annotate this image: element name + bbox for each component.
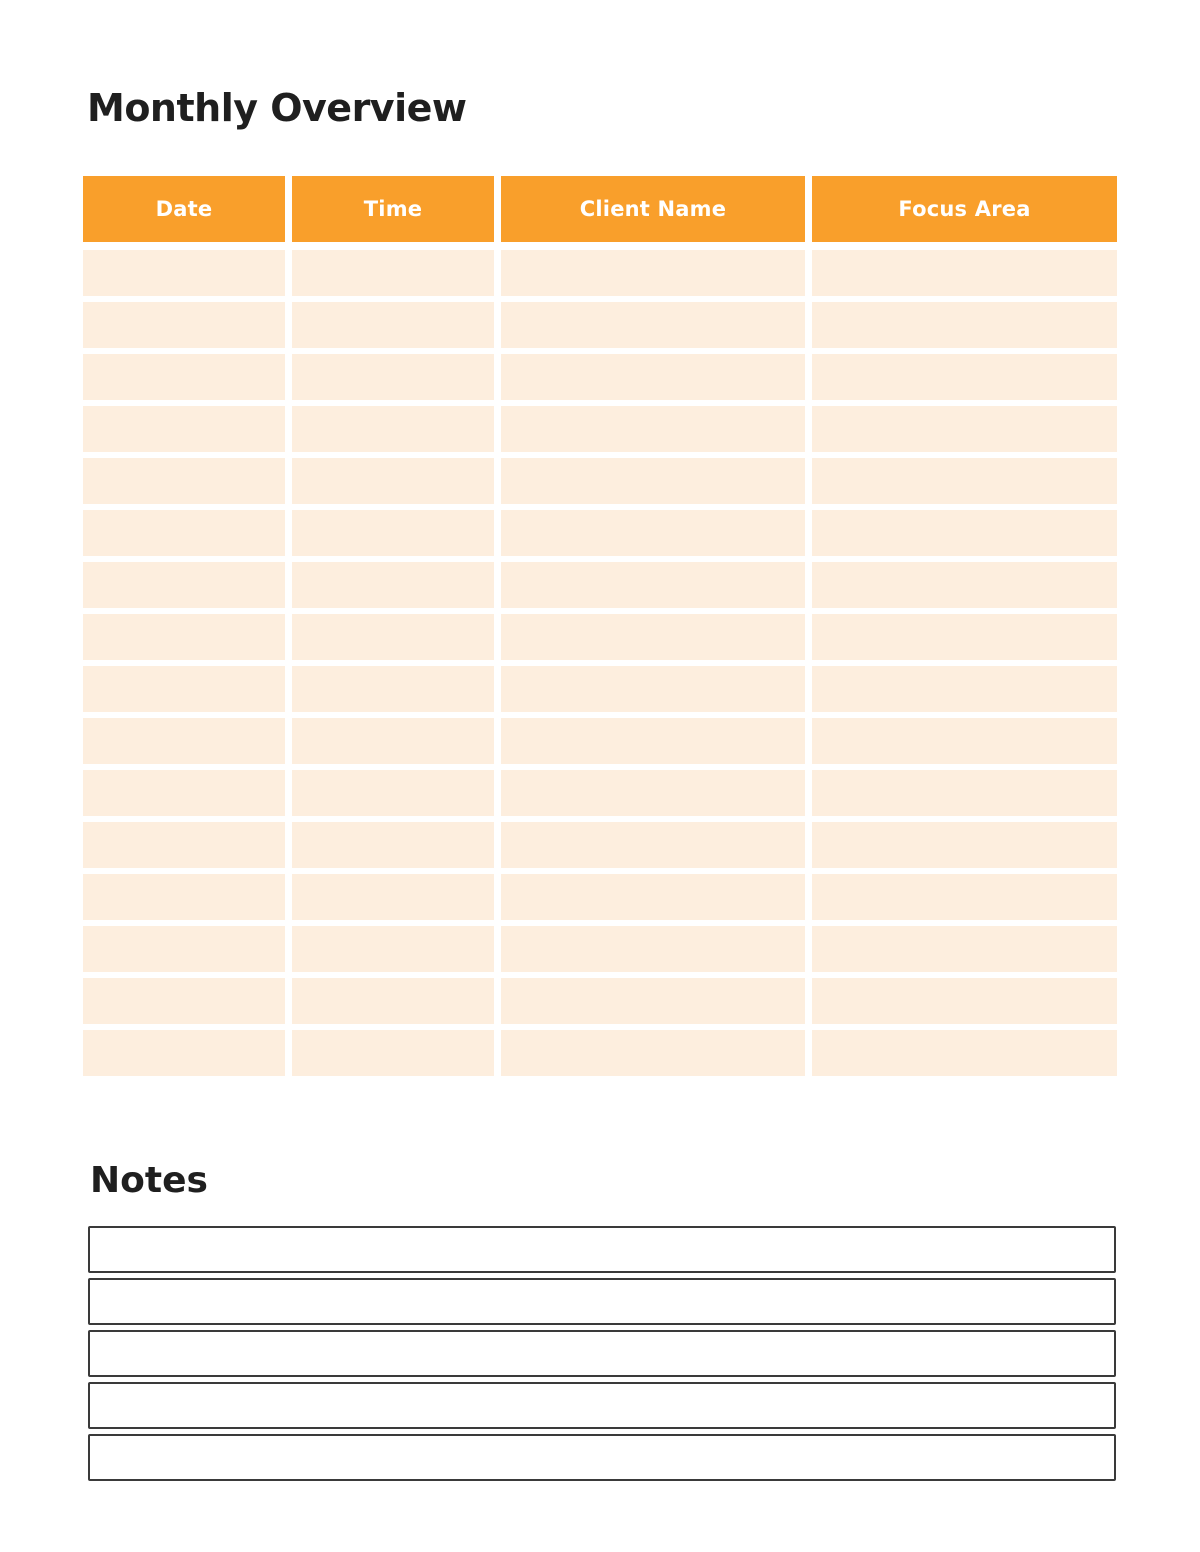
cell-focus-area[interactable] [812, 510, 1117, 556]
cell-client-name[interactable] [501, 1030, 805, 1076]
table-row [83, 250, 1117, 296]
page-title: Monthly Overview [87, 86, 467, 130]
cell-focus-area[interactable] [812, 978, 1117, 1024]
cell-date[interactable] [83, 562, 285, 608]
table-row [83, 354, 1117, 400]
table-row [83, 770, 1117, 816]
cell-focus-area[interactable] [812, 250, 1117, 296]
notes-section [88, 1226, 1116, 1486]
note-line-input[interactable] [88, 1278, 1116, 1325]
cell-client-name[interactable] [501, 978, 805, 1024]
cell-focus-area[interactable] [812, 874, 1117, 920]
cell-time[interactable] [292, 770, 494, 816]
cell-time[interactable] [292, 978, 494, 1024]
cell-focus-area[interactable] [812, 406, 1117, 452]
table-row [83, 614, 1117, 660]
table-row [83, 406, 1117, 452]
cell-client-name[interactable] [501, 250, 805, 296]
table-row [83, 978, 1117, 1024]
cell-date[interactable] [83, 666, 285, 712]
cell-date[interactable] [83, 354, 285, 400]
column-header-date: Date [83, 176, 285, 242]
cell-client-name[interactable] [501, 354, 805, 400]
cell-client-name[interactable] [501, 666, 805, 712]
cell-focus-area[interactable] [812, 822, 1117, 868]
cell-time[interactable] [292, 1030, 494, 1076]
cell-client-name[interactable] [501, 302, 805, 348]
cell-date[interactable] [83, 458, 285, 504]
table-row [83, 874, 1117, 920]
notes-heading: Notes [90, 1160, 208, 1201]
cell-date[interactable] [83, 614, 285, 660]
cell-time[interactable] [292, 250, 494, 296]
cell-date[interactable] [83, 718, 285, 764]
cell-date[interactable] [83, 510, 285, 556]
table-row [83, 718, 1117, 764]
column-header-client-name: Client Name [501, 176, 805, 242]
cell-time[interactable] [292, 926, 494, 972]
note-line-input[interactable] [88, 1226, 1116, 1273]
cell-time[interactable] [292, 562, 494, 608]
note-line-input[interactable] [88, 1330, 1116, 1377]
cell-time[interactable] [292, 458, 494, 504]
cell-time[interactable] [292, 354, 494, 400]
table-row [83, 1030, 1117, 1076]
cell-time[interactable] [292, 614, 494, 660]
cell-focus-area[interactable] [812, 666, 1117, 712]
monthly-overview-table [83, 176, 1117, 1082]
note-line-input[interactable] [88, 1434, 1116, 1481]
table-row [83, 666, 1117, 712]
cell-focus-area[interactable] [812, 458, 1117, 504]
cell-client-name[interactable] [501, 406, 805, 452]
table-row [83, 926, 1117, 972]
cell-client-name[interactable] [501, 458, 805, 504]
cell-date[interactable] [83, 1030, 285, 1076]
cell-date[interactable] [83, 822, 285, 868]
column-header-time: Time [292, 176, 494, 242]
cell-date[interactable] [83, 250, 285, 296]
table-row [83, 822, 1117, 868]
cell-client-name[interactable] [501, 510, 805, 556]
cell-client-name[interactable] [501, 822, 805, 868]
cell-time[interactable] [292, 406, 494, 452]
cell-client-name[interactable] [501, 718, 805, 764]
cell-focus-area[interactable] [812, 770, 1117, 816]
cell-client-name[interactable] [501, 614, 805, 660]
table-row [83, 458, 1117, 504]
table-row [83, 510, 1117, 556]
cell-time[interactable] [292, 822, 494, 868]
cell-time[interactable] [292, 302, 494, 348]
cell-focus-area[interactable] [812, 562, 1117, 608]
cell-date[interactable] [83, 302, 285, 348]
cell-focus-area[interactable] [812, 926, 1117, 972]
cell-focus-area[interactable] [812, 718, 1117, 764]
table-row [83, 562, 1117, 608]
cell-date[interactable] [83, 978, 285, 1024]
cell-client-name[interactable] [501, 926, 805, 972]
cell-time[interactable] [292, 510, 494, 556]
column-header-focus-area: Focus Area [812, 176, 1117, 242]
cell-date[interactable] [83, 406, 285, 452]
cell-focus-area[interactable] [812, 614, 1117, 660]
cell-time[interactable] [292, 874, 494, 920]
cell-focus-area[interactable] [812, 302, 1117, 348]
note-line-input[interactable] [88, 1382, 1116, 1429]
cell-date[interactable] [83, 874, 285, 920]
cell-focus-area[interactable] [812, 1030, 1117, 1076]
table-body [83, 250, 1117, 1076]
cell-client-name[interactable] [501, 770, 805, 816]
cell-date[interactable] [83, 926, 285, 972]
cell-client-name[interactable] [501, 562, 805, 608]
cell-date[interactable] [83, 770, 285, 816]
table-header-row [83, 176, 1117, 242]
cell-focus-area[interactable] [812, 354, 1117, 400]
table-row [83, 302, 1117, 348]
cell-time[interactable] [292, 718, 494, 764]
cell-client-name[interactable] [501, 874, 805, 920]
cell-time[interactable] [292, 666, 494, 712]
